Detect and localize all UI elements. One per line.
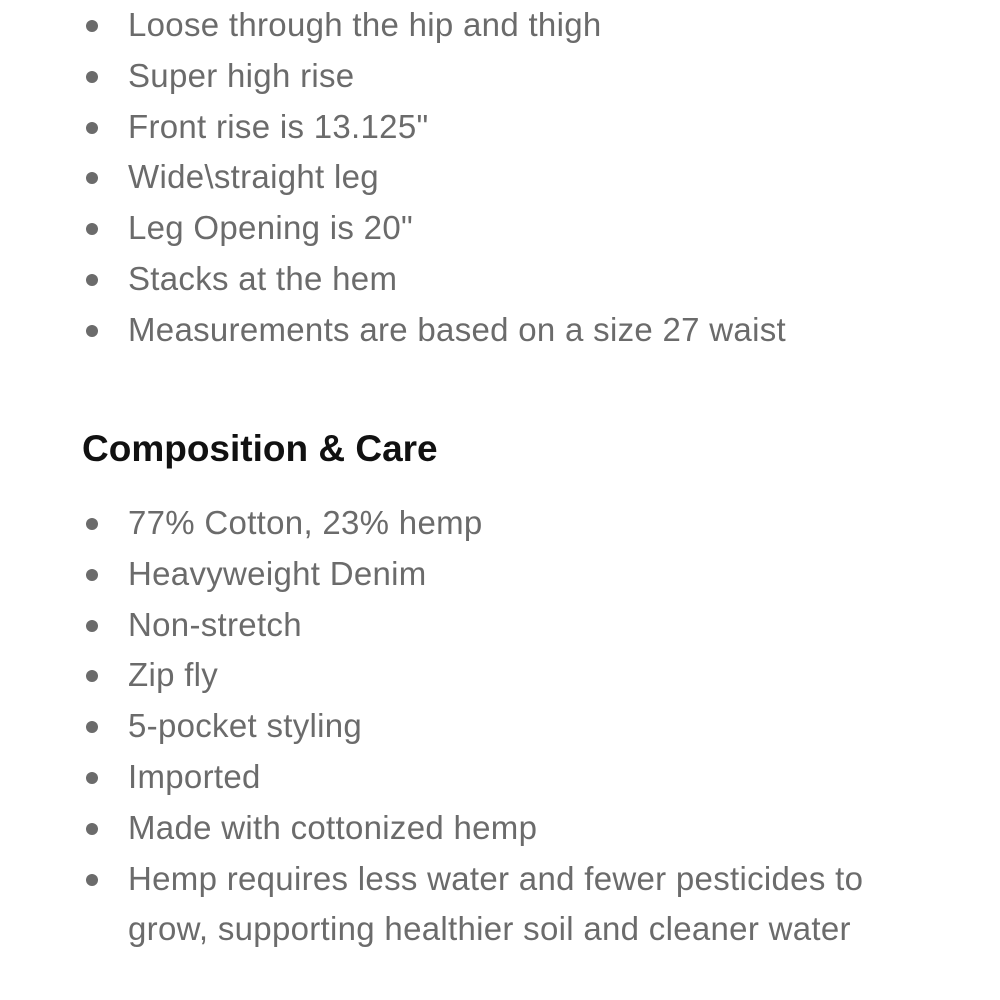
list-item-text: Leg Opening is 20" [128, 209, 413, 247]
list-item-text: Imported [128, 757, 261, 795]
composition-care-list [84, 498, 944, 955]
list-item [84, 650, 944, 701]
list-item-text: Hemp requires less water and fewer pesticides to grow, supporting healthier soil and cleaner water [128, 859, 864, 948]
list-item [84, 752, 944, 803]
list-item [84, 51, 944, 102]
list-item-text: Front rise is 13.125" [128, 107, 429, 145]
list-item [84, 549, 944, 600]
list-item [84, 305, 944, 356]
list-item [84, 0, 944, 51]
bullet-icon [86, 71, 98, 83]
list-item-text: Loose through the hip and thigh [128, 6, 602, 43]
composition-care-heading: Composition & Care [82, 428, 438, 469]
list-item-text: 77% Cotton, 23% hemp [128, 504, 483, 541]
list-item-text: 5-pocket styling [128, 707, 363, 745]
bullet-icon [86, 772, 98, 784]
list-item [84, 254, 944, 305]
list-item-text: Non-stretch [128, 605, 302, 643]
list-item-text: Made with cottonized hemp [128, 808, 538, 846]
bullet-icon [86, 670, 98, 682]
bullet-icon [86, 274, 98, 286]
list-item [84, 701, 944, 752]
list-item-text: Wide\straight leg [128, 158, 379, 196]
list-item-text: Stacks at the hem [128, 259, 398, 297]
list-item [84, 803, 944, 854]
list-item-text: Heavyweight Denim [128, 554, 427, 592]
list-item-text: Super high rise [128, 56, 355, 94]
bullet-icon [86, 620, 98, 632]
bullet-icon [86, 518, 98, 530]
list-item-text: Measurements are based on a size 27 waist [128, 310, 786, 348]
list-item-text: Zip fly [128, 656, 219, 694]
bullet-icon [86, 823, 98, 835]
bullet-icon [86, 20, 98, 32]
list-item [84, 854, 944, 956]
list-item [84, 102, 944, 153]
list-item [84, 152, 944, 203]
bullet-icon [86, 122, 98, 134]
bullet-icon [86, 874, 98, 886]
list-item [84, 498, 944, 549]
bullet-icon [86, 172, 98, 184]
fit-details-list [84, 0, 944, 356]
bullet-icon [86, 569, 98, 581]
bullet-icon [86, 325, 98, 337]
list-item [84, 203, 944, 254]
bullet-icon [86, 721, 98, 733]
bullet-icon [86, 223, 98, 235]
list-item [84, 600, 944, 651]
